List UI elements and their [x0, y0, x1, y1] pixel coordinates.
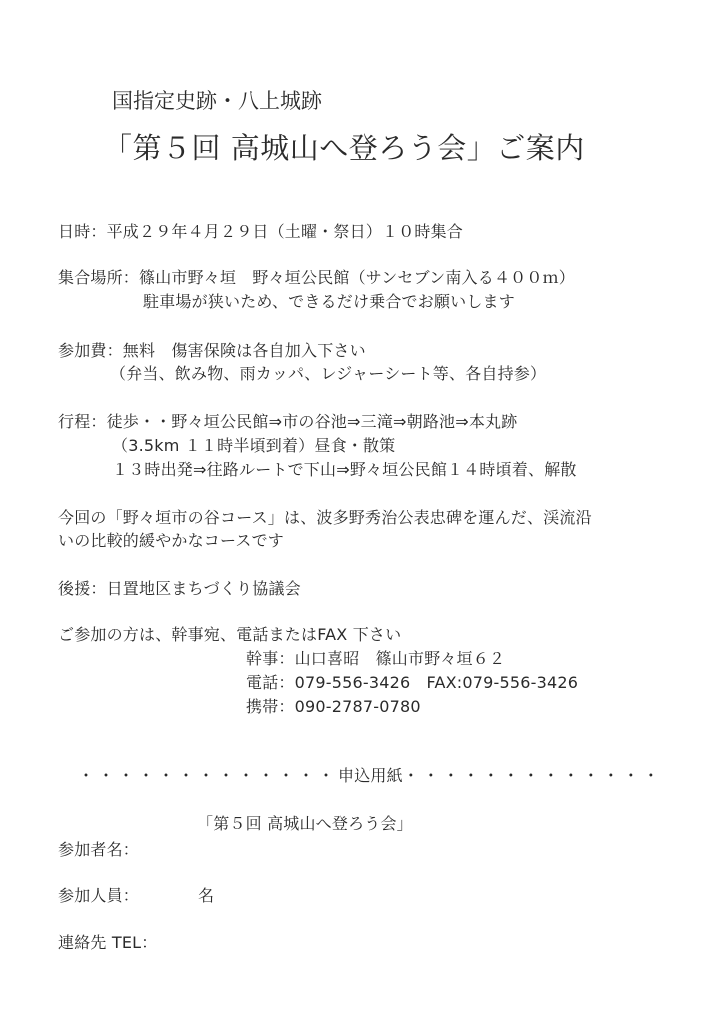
participant-count-label: 参加人員： — [58, 886, 140, 905]
subtitle: 国指定史跡・八上城跡 — [112, 89, 322, 113]
form-divider-label: 申込用紙 — [338, 766, 403, 785]
divider-dots-left: ・・・・・・・・・・・・・ — [78, 766, 339, 785]
support-line: 後援：日置地区まちづくり協議会 — [58, 579, 301, 598]
parking-note: 駐車場が狭いため、できるだけ乗合でお願いします — [143, 292, 515, 311]
meeting-place-line: 集合場所：篠山市野々垣 野々垣公民館（サンセブン南入る４００ｍ） — [58, 268, 575, 287]
route-line-1: 行程：徒歩・・野々垣公民館⇒市の谷池⇒三滝⇒朝路池⇒本丸跡 — [58, 412, 518, 431]
participant-name-label: 参加者名： — [58, 840, 140, 859]
page-title: 「第５回 高城山へ登ろう会」ご案内 — [103, 131, 585, 165]
belongings-note: （弁当、飲み物、雨カッパ、レジャーシート等、各自持参） — [110, 364, 547, 383]
divider-dots-right: ・・・・・・・・・・・・・ — [402, 766, 663, 785]
course-description-1: 今回の「野々垣市の谷コース」は、波多野秀治公表忠碑を運んだ、渓流沿 — [58, 508, 592, 527]
phone-fax-line: 電話：079-556-3426 FAX:079-556-3426 — [246, 673, 579, 692]
form-divider — [78, 766, 663, 786]
participant-count-unit: 名 — [198, 886, 215, 905]
form-event-title: 「第５回 高城山へ登ろう会」 — [197, 814, 413, 833]
route-line-2: （3.5km １１時半頃到着）昼食・散策 — [112, 436, 396, 455]
datetime-line: 日時：平成２９年４月２９日（土曜・祭日）１０時集合 — [58, 222, 464, 241]
organizer-line: 幹事：山口喜昭 篠山市野々垣６２ — [246, 649, 506, 668]
course-description-2: いの比較的緩やかなコースです — [58, 531, 285, 550]
contact-intro: ご参加の方は、幹事宛、電話またはFAX 下さい — [58, 625, 402, 644]
mobile-line: 携帯：090-2787-0780 — [246, 697, 421, 716]
route-line-3: １３時出発⇒往路ルートで下山⇒野々垣公民館１４時頃着、解散 — [112, 460, 577, 479]
fee-line: 参加費：無料 傷害保険は各自加入下さい — [58, 341, 366, 360]
contact-tel-label: 連絡先 TEL： — [58, 933, 158, 952]
